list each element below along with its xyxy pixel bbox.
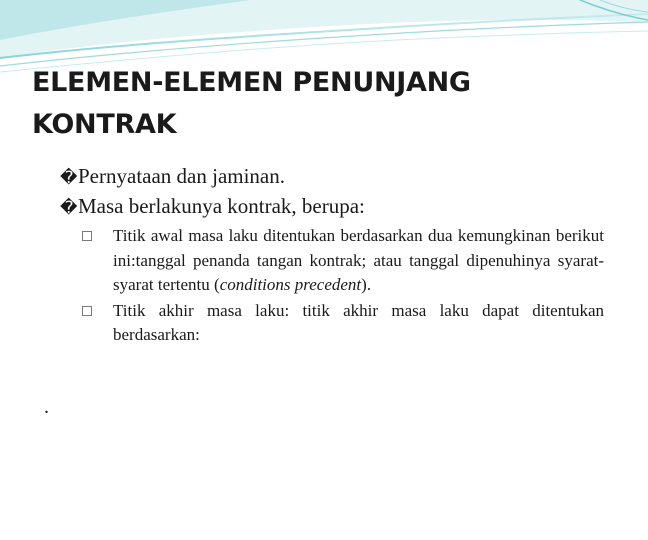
sub-bullet-list [82, 224, 604, 348]
checkbox-icon [82, 306, 92, 316]
slide-title: ELEMEN-ELEMEN PENUNJANG KONTRAK [32, 67, 471, 140]
sub-bullet-text: Titik awal masa laku ditentukan berdasarkan dua kemungkinan berikut ini:tanggal penanda tangan kontrak; atau tanggal dipenuhinya syarat-syarat tertentu ( [113, 226, 604, 294]
sub-bullet-titik-akhir [82, 299, 604, 348]
checkbox-icon [82, 231, 92, 241]
replacement-char-icon: � [60, 168, 78, 188]
sub-bullet-text: Titik akhir masa laku: titik akhir masa laku dapat ditentukan berdasarkan: [113, 300, 604, 344]
bullet-pernyataan [60, 163, 285, 191]
sub-bullet-italic-term: conditions precedent [219, 275, 362, 294]
bullet-masa-berlaku [60, 193, 365, 221]
sub-bullet-text-end: ). [361, 275, 372, 294]
sub-bullet-titik-awal [82, 224, 604, 298]
bullet-text: Masa berlakunya kontrak, berupa: [78, 194, 365, 218]
stray-period-mark: . [44, 396, 49, 418]
bullet-text: Pernyataan dan jaminan. [78, 164, 286, 188]
replacement-char-icon: � [60, 198, 78, 218]
